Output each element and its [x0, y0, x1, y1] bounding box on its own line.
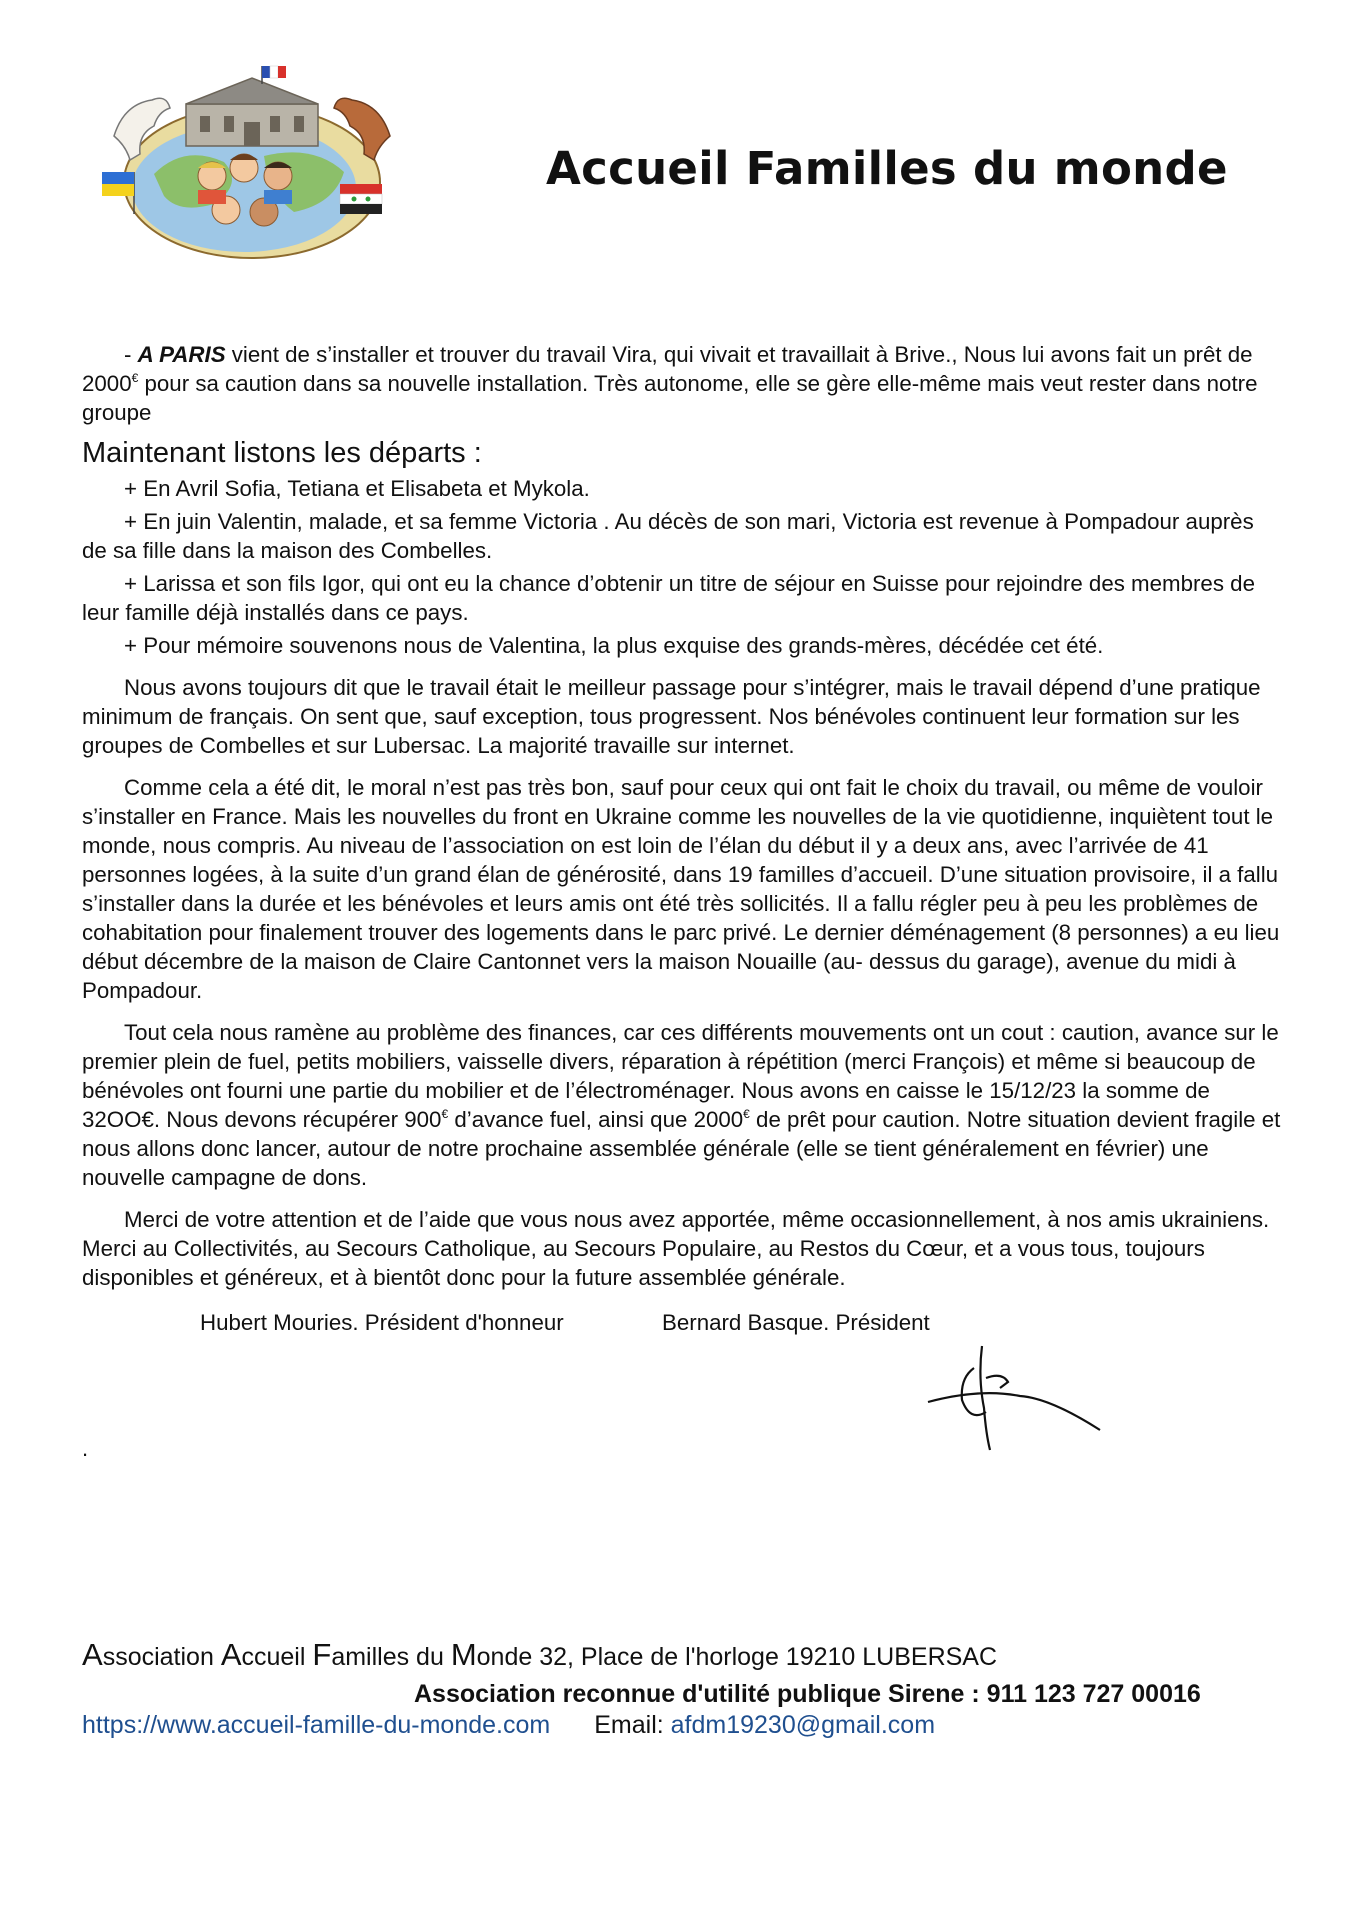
departure-item: + En juin Valentin, malade, et sa femme Victoria . Au décès de son mari, Victoria est revenue à Pompadour auprès de sa fille dans la maison des Combelles.: [82, 509, 1254, 563]
footer-address: 32, Place de l'horloge 19210 LUBERSAC: [539, 1643, 998, 1671]
departure-item: + Pour mémoire souvenons nous de Valentina, la plus exquise des grands-mères, décédée cet été.: [124, 633, 1104, 658]
footer-org-rest: ssociation: [102, 1643, 221, 1671]
handwritten-signature: [920, 1338, 1110, 1454]
intro-text-a: vient de s’installer et trouver du travail Vira, qui vivait et travaillait à Brive., Nous lui avons fait un prêt de 2000: [82, 342, 1253, 396]
footer-org-cap: F: [312, 1637, 332, 1672]
departure-item: + Larissa et son fils Igor, qui ont eu la chance d’obtenir un titre de séjour en Suisse pour rejoindre des membres de leur famille déjà installés dans ce pays.: [82, 571, 1255, 625]
intro-paragraph: [82, 340, 1282, 427]
footer-org-line: [82, 1637, 997, 1673]
email-label: Email:: [594, 1711, 671, 1739]
stray-mark: .: [82, 1436, 89, 1461]
footer-org-cap: M: [450, 1637, 477, 1672]
finances-paragraph: [82, 1018, 1282, 1192]
work-paragraph: Nous avons toujours dit que le travail était le meilleur passage pour s’intégrer, mais le travail dépend d’une pratique minimum de français. On sent que, sauf exception, tous progressent. Nos bénévoles continuent leur formation sur les groupes de Combelles et sur Lubersac. La majorité travaille sur internet.: [82, 675, 1261, 758]
departures-heading: Maintenant listons les départs :: [82, 437, 482, 469]
president-name: Bernard Basque. Président: [662, 1310, 930, 1335]
finances-text-b: d’avance fuel, ainsi que 2000: [448, 1107, 744, 1132]
email-link[interactable]: afdm19230@gmail.com: [670, 1711, 936, 1739]
thanks-paragraph: Merci de votre attention et de l’aide que vous nous avez apportée, même occasionnellement, à nos amis ukrainiens. Merci au Collectivités, au Secours Catholique, au Secours Populaire, au Restos du Cœur, et a vous tous, toujours disponibles et généreux, et à bientôt donc pour la future assemblée générale.: [82, 1207, 1270, 1290]
finances-text-a: Tout cela nous ramène au problème des finances, car ces différents mouvements ont un cout : caution, avance sur le premier plein de fuel, petits mobiliers, vaisselle divers, réparation à répétition (merci François) et même si beaucoup de bénévoles ont fourni une partie du mobilier et de l’électroménager. Nous avons en caisse le 15/12/23 la somme de 32OO€. Nous devons récupérer 900: [82, 1020, 1279, 1132]
honorary-president-name: Hubert Mouries. Président d'honneur: [200, 1310, 564, 1335]
footer-org-cap: A: [220, 1637, 242, 1672]
page-title: Accueil Familles du monde: [546, 142, 1228, 195]
euro-superscript: €: [441, 1107, 449, 1121]
finances-text-c: de prêt pour caution. Notre situation devient fragile et nous allons donc lancer, autour de notre prochaine assemblée générale (elle se tient généralement en février) une nouvelle campagne de dons.: [82, 1107, 1281, 1190]
euro-superscript: €: [131, 371, 139, 385]
intro-text-b: pour sa caution dans sa nouvelle installation. Très autonome, elle se gère elle-même mais veut rester dans notre groupe: [82, 371, 1258, 425]
footer-org-rest: ccueil: [241, 1643, 313, 1671]
morale-paragraph: Comme cela a été dit, le moral n’est pas très bon, sauf pour ceux qui ont fait le choix du travail, ou même de vouloir s’installer en France. Mais les nouvelles du front en Ukraine comme les nouvelles de la vie quotidienne, inquiètent tout le monde, nous compris. Au niveau de l’association on est loin de l’élan du début il y a deux ans, avec l’arrivée de 41 personnes logées, à la suite d’un grand élan de générosité, dans 19 familles d’accueil. D’une situation provisoire, il a fallu s’installer dans la durée et les bénévoles et leurs amis ont été très sollicités. Il a fallu régler peu à peu les problèmes de cohabitation pour finalement trouver des logements dans le parc privé. Le dernier déménagement (8 personnes) a eu lieu début décembre de la maison de Claire Cantonnet vers la maison Nouaille (au- dessus du garage), avenue du midi à Pompadour.: [82, 775, 1280, 1003]
departure-item: + En Avril Sofia, Tetiana et Elisabeta et Mykola.: [124, 476, 590, 501]
footer-org-rest: onde: [476, 1643, 540, 1671]
association-logo: [94, 64, 410, 264]
intro-lead-location: A PARIS: [137, 342, 226, 367]
footer-org-rest: amilles du: [331, 1643, 451, 1671]
euro-superscript: €: [743, 1107, 750, 1121]
letter-body: [82, 340, 1282, 1292]
footer-contact-line: [82, 1711, 935, 1740]
intro-lead-prefix: -: [124, 342, 138, 367]
website-link[interactable]: https://www.accueil-famille-du-monde.com: [82, 1711, 551, 1739]
footer-org-cap: A: [82, 1637, 103, 1672]
footer-recognition: Association reconnue d'utilité publique Sirene : 911 123 727 00016: [414, 1680, 1201, 1708]
